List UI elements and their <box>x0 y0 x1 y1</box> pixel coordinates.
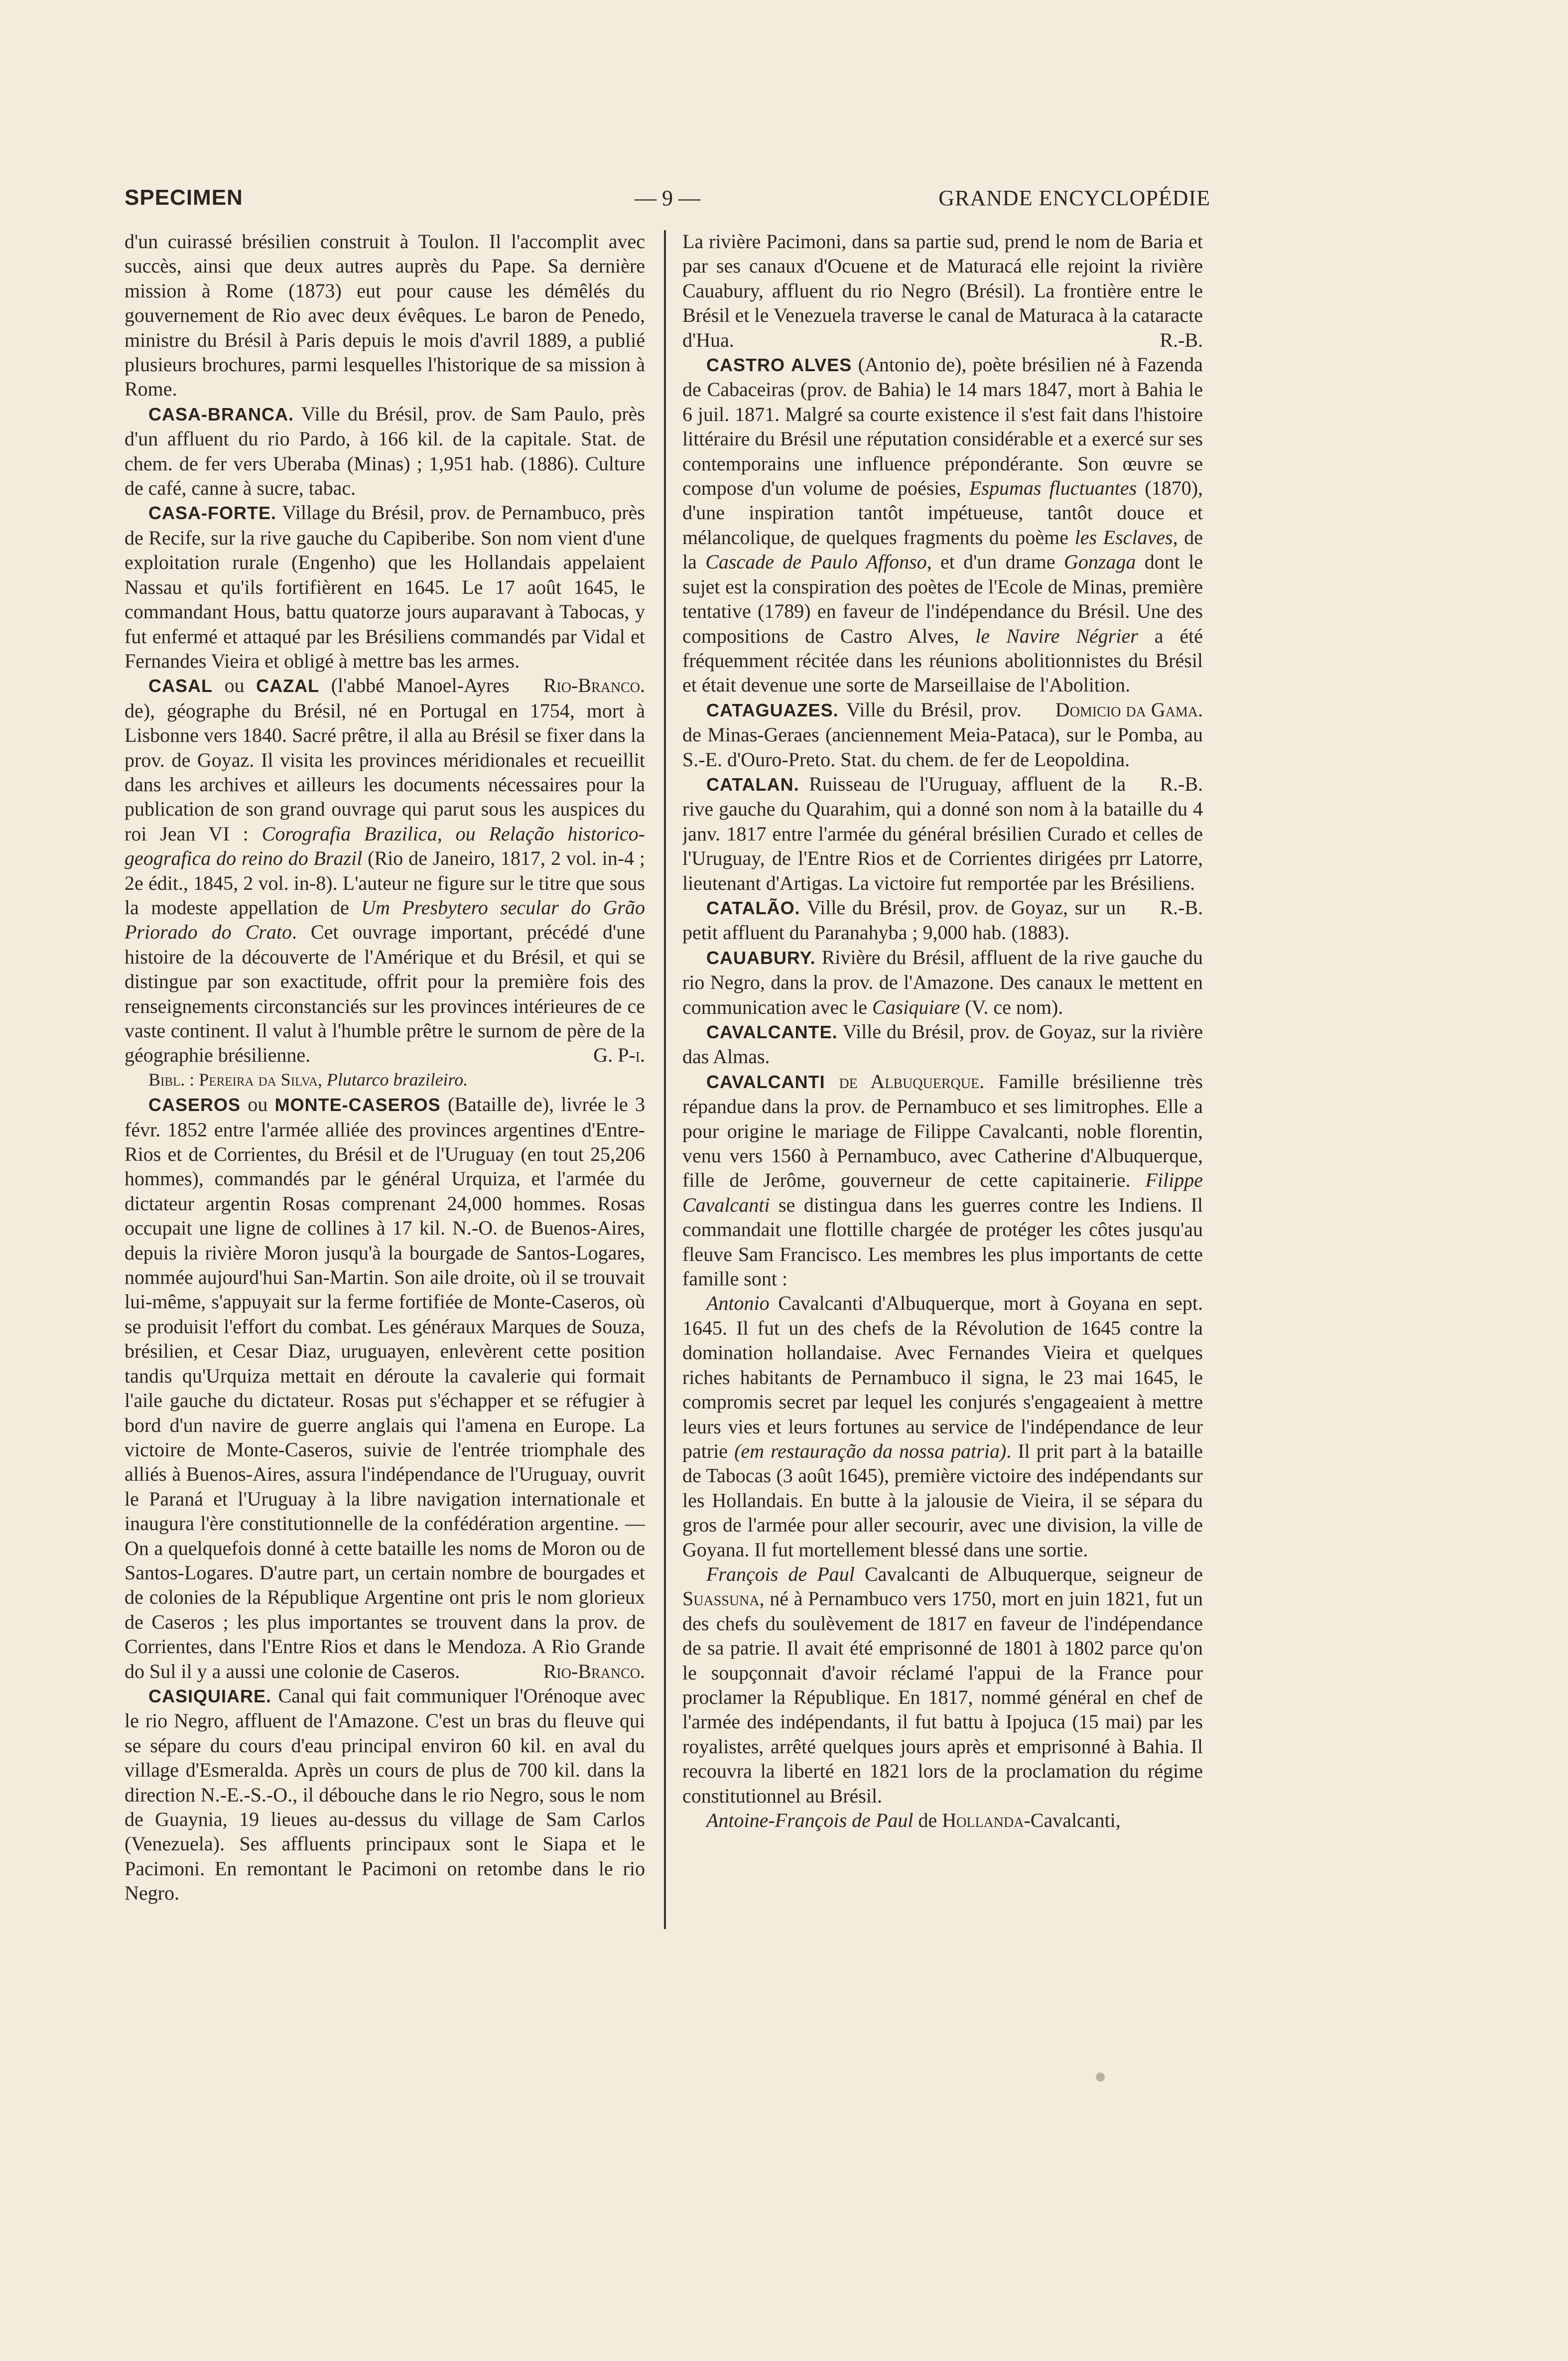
left-column <box>125 229 645 2112</box>
entry-catalan: CATALAN. Ruisseau de l'Uruguay, affluent de la rive gauche du Quarahim, qui a donné son nom à la bataille du 4 janv. 1817 entre l'armée du général brésilien Curado et celles de l'Uruguay, de l'Entre Rios et de Corrientes dirigées prr Latorre, lieutenant d'Artigas. La victoire fut remportée par les Brésiliens. R.-B. <box>682 772 1203 895</box>
entry-francois-de-paul: François de Paul Cavalcanti de Albuquerque, seigneur de Suassuna, né à Pernambuco vers 1750, mort en juin 1821, fut un des chefs du soulèvement de 1817 en faveur de l'indépendance de sa patrie. Il avait été emprisonné de 1801 à 1802 parce qu'on le soupçonnait d'avoir réclamé l'appui de la France pour proclamer la République. En 1817, nommé général en chef de l'armée des indépendants, il fut battu à Ipojuca (15 mai) par les royalistes, arrêté quelques jours après et emprisonné à Bahia. Il recouvra la liberté en 1821 lors de la proclamation du régime constitutionnel au Brésil. <box>682 1562 1203 1807</box>
entry-antonio: Antonio Cavalcanti d'Albuquerque, mort à Goyana en sept. 1645. Il fut un des chefs de la Révolution de 1645 contre la domination hollandaise. Avec Fernandes Vieira et quelques riches habitants de Pernambuco il signa, le 23 mai 1645, le compromis secret par lequel les conjurés s'engageaient à mettre leurs vies et leurs fortunes au service de l'indépendance de leur patrie (em restauração da nossa patria). Il prit part à la bataille de Tabocas (3 août 1645), première victoire des indépendants sur les Hollandais. En butte à la jalousie de Vieira, il se sépara du gros de l'armée pour aller secourir, avec une division, la ville de Goyana. Il fut mortellement blessé dans une sortie. <box>682 1292 1203 1561</box>
paper-speck <box>1096 2073 1105 2082</box>
entry-cataguazes: CATAGUAZES. Ville du Brésil, prov. de Minas-Geraes (anciennement Meia-Pataca), sur le Pomba, au S.-E. d'Ouro-Preto. Stat. du chem. de fer de Leopoldina. R.-B. <box>682 697 1203 772</box>
signature: Rio-Branco. <box>543 1660 645 1682</box>
entry-casa-branca: CASA-BRANCA. Ville du Brésil, prov. de Sam Paulo, près d'un affluent du rio Pardo, à 166 kil. de la capitale. Stat. de chem. de fer vers Uberaba (Minas) ; 1,951 hab. (1886). Culture de café, canne à sucre, tabac. <box>125 402 645 500</box>
column-divider <box>664 230 666 1929</box>
signature: R.-B. <box>1160 896 1203 919</box>
running-header <box>125 185 1210 220</box>
entry-casiquiare: CASIQUIARE. Canal qui fait communiquer l'Orénoque avec le rio Negro, affluent de l'Amazone. C'est un bras du fleuve qui se sépare du cours d'eau principal environ 60 kil. en aval du village d'Esmeralda. Après un cours de plus de 700 kil. dans la direction N.-E.-S.-O., il débouche dans le rio Negro, sous le nom de Guaynia, 19 lieues au-dessus du village de Sam Carlos (Venezuela). Ses affluents principaux sont le Siapa et le Pacimoni. En remontant le Pacimoni on retombe dans le rio Negro. <box>125 1684 645 1905</box>
signature: Rio-Branco. <box>543 674 645 697</box>
entry-casal: CASAL ou CAZAL (l'abbé Manoel-Ayres de), géographe du Brésil, né en Portugal en 1754, mort à Lisbonne vers 1840. Sacré prêtre, il alla au Brésil se fixer dans la prov. de Goyaz. Il visita les provinces méridionales et recueillit dans les archives et ailleurs les documents nécessaires pour la publication de son grand ouvrage qui parut sous les auspices du roi Jean VI : Corografia Brazilica, ou Relação historico-geografica do reino do Brazil (Rio de Janeiro, 1817, 2 vol. in-4 ; 2e édit., 1845, 2 vol. in-8). L'auteur ne figure sur le titre que sous la modeste appellation de Um Presbytero secular do Grão Priorado do Crato. Cet ouvrage important, précédé d'une histoire de la découverte de l'Amérique et du Brésil, et qui se distingue par son exactitude, offrit pour la première fois des renseignements circonstanciés sur les provinces intérieures de ce vaste continent. Il valut à l'humble prêtre le surnom de père de la géographie brésilienne. G. P-i. <box>125 673 645 1068</box>
entry-catalao: CATALÃO. Ville du Brésil, prov. de Goyaz, sur un petit affluent du Paranahyba ; 9,000 hab. (1883). <box>682 896 1126 944</box>
signature: R.-B. <box>1160 772 1203 795</box>
page-number: — 9 — <box>635 186 700 210</box>
header-left: SPECIMEN <box>125 185 243 210</box>
entry-cavalcanti: CAVALCANTI de Albuquerque. Famille brésilienne très répandue dans la prov. de Pernambuco et ses limitrophes. Elle a pour origine le mariage de Filippe Cavalcanti, noble florentin, venu vers 1560 à Pernambuco, avec Catherine d'Albuquerque, fille de Jerôme, gouverneur de cette capitainerie. Filippe Cavalcanti se distingua dans les guerres contre les Indiens. Il commandait une flottille chargée de protéger les côtes jusqu'au fleuve Sam Francisco. Les membres les plus importants de cette famille sont : <box>682 1070 1203 1290</box>
entry-antoine-francois: Antoine-François de Paul de Hollanda-Cavalcanti, <box>706 1809 1121 1831</box>
entry-casa-forte: CASA-FORTE. Village du Brésil, prov. de Pernambuco, près de Recife, sur la rive gauche du Capiberibe. Son nom vient d'une exploitation rurale (Engenho) que les Hollandais appelaient Nassau et qu'ils fortifièrent en 1645. Le 17 août 1645, le commandant Hous, battu quatorze jours auparavant à Tabocas, y fut enfermé et attaqué par les Brésiliens commandés par Vidal et Fernandes Vieira et obligé à mettre bas les armes. Rio-Branco. <box>125 500 645 673</box>
signature: R.-B. <box>1160 328 1203 351</box>
entry-cauabury: CAUABURY. Rivière du Brésil, affluent de la rive gauche du rio Negro, dans la prov. de l'Amazone. Des canaux le mettent en communication avec le Casiquiare (V. ce nom). <box>682 946 1203 1018</box>
header-right: GRANDE ENCYCLOPÉDIE <box>938 186 1210 210</box>
entry-caseros: CASEROS ou MONTE-CASEROS (Bataille de), livrée le 3 févr. 1852 entre l'armée alliée des provinces argentines d'Entre-Rios et de Corrientes, du Brésil et de l'Uruguay (en tout 25,206 hommes), commandés par le général Urquiza, et l'armée du dictateur argentin Rosas comprenant 24,000 hommes. Rosas occupait une ligne de collines à 17 kil. N.-O. de Buenos-Aires, depuis la rivière Moron jusqu'à la bourgade de Santos-Logares, nommée aujourd'hui San-Martin. Son aile droite, où il se trouvait lui-même, s'appuyait sur la ferme fortifiée de Monte-Caseros, où se produisit l'effort du combat. Les généraux Marques de Souza, brésilien, et Cesar Diaz, uruguayen, enlevèrent cette position tandis qu'Urquiza mettait en déroute la cavalerie qui formait l'aile gauche du dictateur. Rosas put s'échapper et se réfugier à bord d'un navire de guerre anglais qui l'amena en Europe. La victoire de Monte-Caseros, suivie de l'entrée triomphale des alliés à Buenos-Aires, assura l'indépendance de l'Uruguay, ouvrit le Paraná et l'Uruguay à la libre navigation internationale et inaugura l'ère constitutionnelle de la confédération argentine. — On a quelquefois donné à cette bataille les noms de Moron ou de Santos-Logares. D'autre part, un certain nombre de bourgades et de colonies de la République Argentine ont pris le nom glorieux de Caseros ; les plus importantes se trouvent dans la prov. de Corrientes, dans l'Entre Rios et dans le Mendoza. A Rio Grande do Sul il y a aussi une colonie de Caseros. Rio-Branco. <box>125 1092 645 1683</box>
signature: Domicio da Gama. <box>1055 698 1203 721</box>
entry-continuation: La rivière Pacimoni, dans sa partie sud, prend le nom de Baria et par ses canaux d'Ocuene et de Maturacá elle rejoint la rivière Cauabury, affluent du rio Negro (Brésil). La frontière entre le Brésil et le Venezuela traverse le canal de Maturaca à la cataracte d'Hua. R.-B. <box>682 229 1203 352</box>
entry-continuation: d'un cuirassé brésilien construit à Toulon. Il l'accomplit avec succès, ainsi que deux autres auprès du Pape. Sa dernière mission à Rome (1873) eut pour cause les démêlés du gouvernement de Rio avec deux évêques. Le baron de Penedo, ministre du Brésil à Paris depuis le mois d'avril 1889, a publié plusieurs brochures, parmi lesquelles l'historique de sa mission à Rome. <box>125 230 645 401</box>
entry-castro-alves: CASTRO ALVES (Antonio de), poète brésilien né à Fazenda de Cabaceiras (prov. de Bahia) le 14 mars 1847, mort à Bahia le 6 juil. 1871. Malgré sa courte existence il s'est fait dans l'histoire littéraire du Brésil une réputation considérable et a exercé sur ses contemporains une influence prépondérante. Son œuvre se compose d'un volume de poésies, Espumas fluctuantes (1870), d'une inspiration tantôt impétueuse, tantôt douce et mélancolique, de quelques fragments du poème les Esclaves, de la Cascade de Paulo Affonso, et d'un drame Gonzaga dont le sujet est la conspiration des poètes de l'Ecole de Minas, première tentative (1789) en faveur de l'indépendance du Brésil. Une des compositions de Castro Alves, le Navire Négrier a été fréquemment récitée dans les réunions abolitionnistes du Brésil et était devenue une sorte de Marseillaise de l'Abolition. Domicio da Gama. <box>682 352 1203 697</box>
signature: G. P-i. <box>593 1044 645 1067</box>
right-column <box>682 229 1203 2112</box>
entry-cavalcante: CAVALCANTE. Ville du Brésil, prov. de Goyaz, sur la rivière das Almas. <box>682 1020 1203 1068</box>
bibliography: Bibl. : Pereira da Silva, Plutarco brazileiro. <box>148 1069 468 1090</box>
